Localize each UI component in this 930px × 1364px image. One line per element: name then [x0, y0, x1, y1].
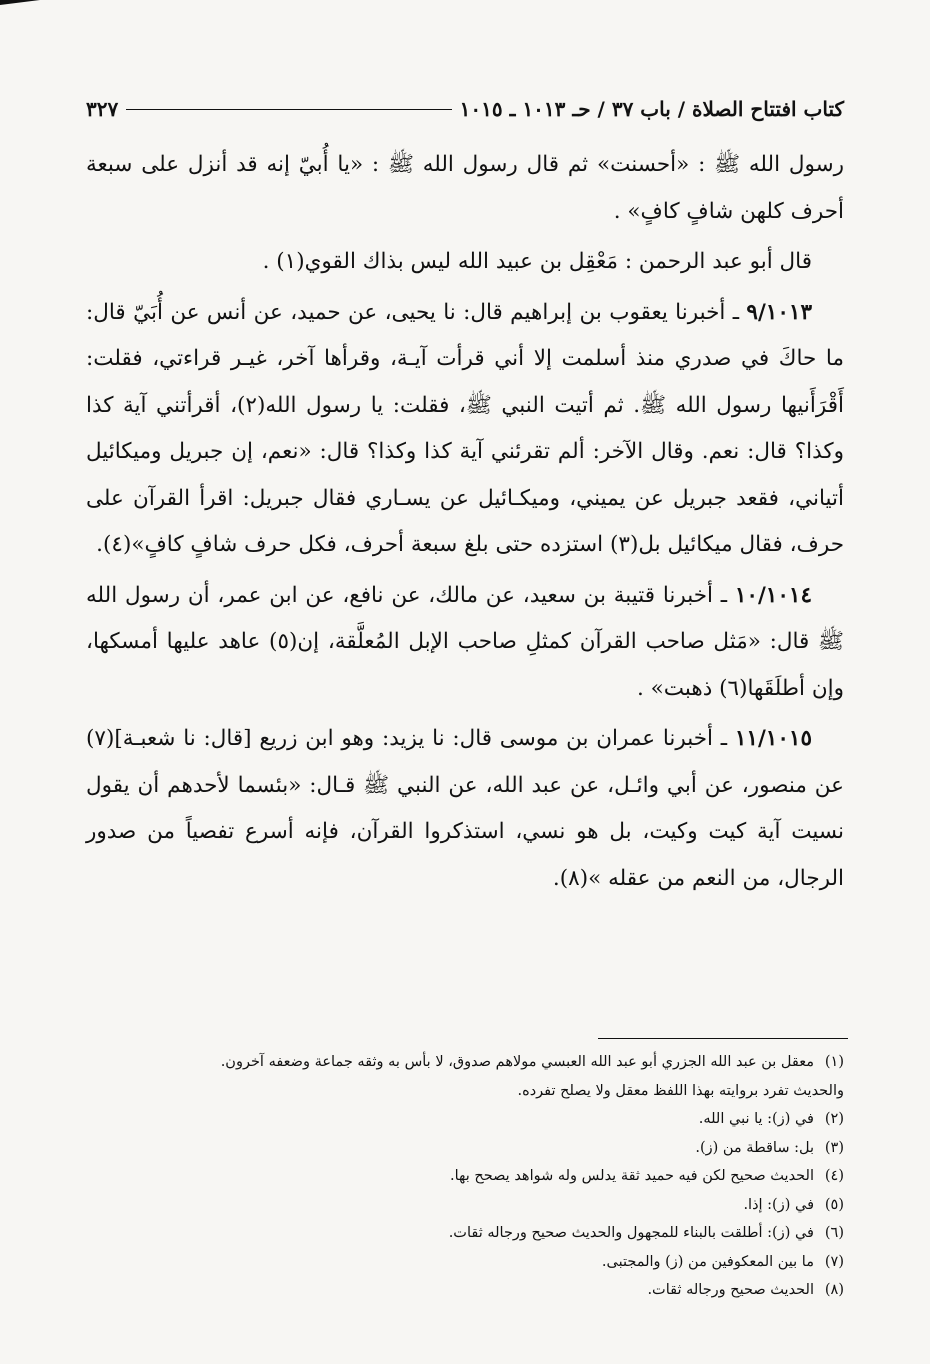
footnote-number: (٨) — [824, 1282, 844, 1298]
main-text — [86, 142, 844, 902]
footnote-number: (٣) — [824, 1139, 844, 1156]
footnote-continuation: والحديث تفرد بروايته بهذا اللفظ معقل ولا يصلح تفرده. — [517, 1082, 844, 1099]
scan-corner-mark — [0, 0, 40, 5]
footnote-number: (٧) — [824, 1253, 844, 1270]
footnote-separator — [598, 1038, 848, 1039]
footnote-text: معقل بن عبد الله الجزري أبو عبد الله العبسي مولاهم صدوق، لا بأس به وثقه جماعة وضعفه آخرون. — [220, 1054, 814, 1070]
hadith-1015 — [86, 716, 844, 902]
footnote — [86, 1276, 844, 1305]
hadith-text: ـ أخبرنا قتيبة بن سعيد، عن مالك، عن نافع، عن ابن عمر، أن رسول الله ﷺ قال: «مَثل صاحب القرآن كمثلِ صاحب الإبل المُعلَّقة، إن(٥) عاهد عليها أمسكها، وإن أطلَقَها(٦) ذهبت» . — [86, 582, 845, 701]
hadith-text: ـ أخبرنا عمران بن موسى قال: نا يزيد: وهو ابن زريع [قال: نا شعبـة](٧) عن منصور، عن أبي وائـل، عن عبد الله، عن النبي ﷺ قـال: «بئسما لأحدهم أن يقول نسيت آية كيت وكيت، بل هو نسي، استذكروا القرآن، فإنه أسرع تفصياً من صدور الرجال، من النعم من عقله »(٨). — [86, 726, 844, 891]
footnote-number: (٥) — [824, 1196, 844, 1213]
footnote-text: الحديث صحيح لكن فيه حميد ثقة يدلس وله شواهد يصحح بها. — [450, 1168, 814, 1184]
hadith-text: ـ أخبرنا يعقوب بن إبراهيم قال: نا يحيى، عن حميد، عن أنس عن أُبَيّ قال: ما حاكَ في صدري منذ أسلمت إلا أني قرأت آيـة، وقرأها آخر، غيـر قراءتي، فقلت: أَقْرَأَنيها رسول الله ﷺ. ثم أتيت النبي ﷺ، فقلت: يا رسول الله(٢)، أقرأتني آية كذا وكذا؟ قال: نعم. وقال الآخر: ألم تقرئني آية كذا وكذا؟ قال: «نعم، إن جبريل وميكائيل أتياني، فقعد جبريل عن يميني، وميكـائيل عن يسـاري فقال جبريل: اقرأ القرآن على حرف، فقال ميكائيل بل(٣) استزده حتى بلغ سبعة أحرف، فكل حرف شافٍ كافٍ»(٤). — [86, 299, 844, 557]
hadith-number: ١٠/١٠١٤ — [734, 582, 812, 608]
footnote — [86, 1248, 844, 1277]
header-rule — [126, 109, 451, 110]
footnote — [86, 1219, 844, 1248]
footnote-text: ما بين المعكوفين من (ز) والمجتبى. — [601, 1253, 814, 1270]
book-chapter-title: كتاب افتتاح الصلاة / باب ٣٧ / حـ ١٠١٣ ـ ١٠١٥ — [459, 97, 844, 121]
paragraph-abu-abdulrahman: قال أبو عبد الرحمن : مَعْقِل بن عبيد الله ليس بذاك القوي(١) . — [262, 249, 812, 274]
footnote — [86, 1105, 844, 1134]
footnote — [86, 1048, 844, 1077]
footnote-text: بل: ساقطة من (ز). — [695, 1139, 814, 1156]
footnote-text: في (ز): يا نبي الله. — [698, 1111, 814, 1127]
footnote-number: (٤) — [824, 1168, 844, 1184]
footnote-number: (٦) — [824, 1225, 844, 1241]
footnote — [86, 1191, 844, 1220]
hadith-number: ١١/١٠١٥ — [734, 726, 812, 751]
hadith-1013 — [86, 290, 844, 569]
footnote-number: (١) — [824, 1054, 844, 1070]
footnote-number: (٢) — [824, 1111, 844, 1127]
footnotes — [86, 1048, 844, 1305]
running-header — [86, 92, 844, 126]
footnote — [86, 1134, 844, 1163]
hadith-1014 — [86, 573, 844, 713]
footnote-text: في (ز): أطلقت بالبناء للمجهول والحديث صحيح ورجاله ثقات. — [448, 1225, 814, 1241]
page-number: ٣٢٧ — [86, 97, 119, 121]
footnote-text: الحديث صحيح ورجاله ثقات. — [647, 1282, 814, 1298]
footnote-text: في (ز): إذا. — [743, 1196, 814, 1213]
paragraph-continuation: رسول الله ﷺ : «أحسنت» ثم قال رسول الله ﷺ : «يا أُبيّ إنه قد أنزل على سبعة أحرف كلهن شافٍ كافٍ» . — [86, 152, 844, 224]
hadith-number: ٩/١٠١٣ — [746, 299, 812, 325]
footnote — [86, 1162, 844, 1191]
